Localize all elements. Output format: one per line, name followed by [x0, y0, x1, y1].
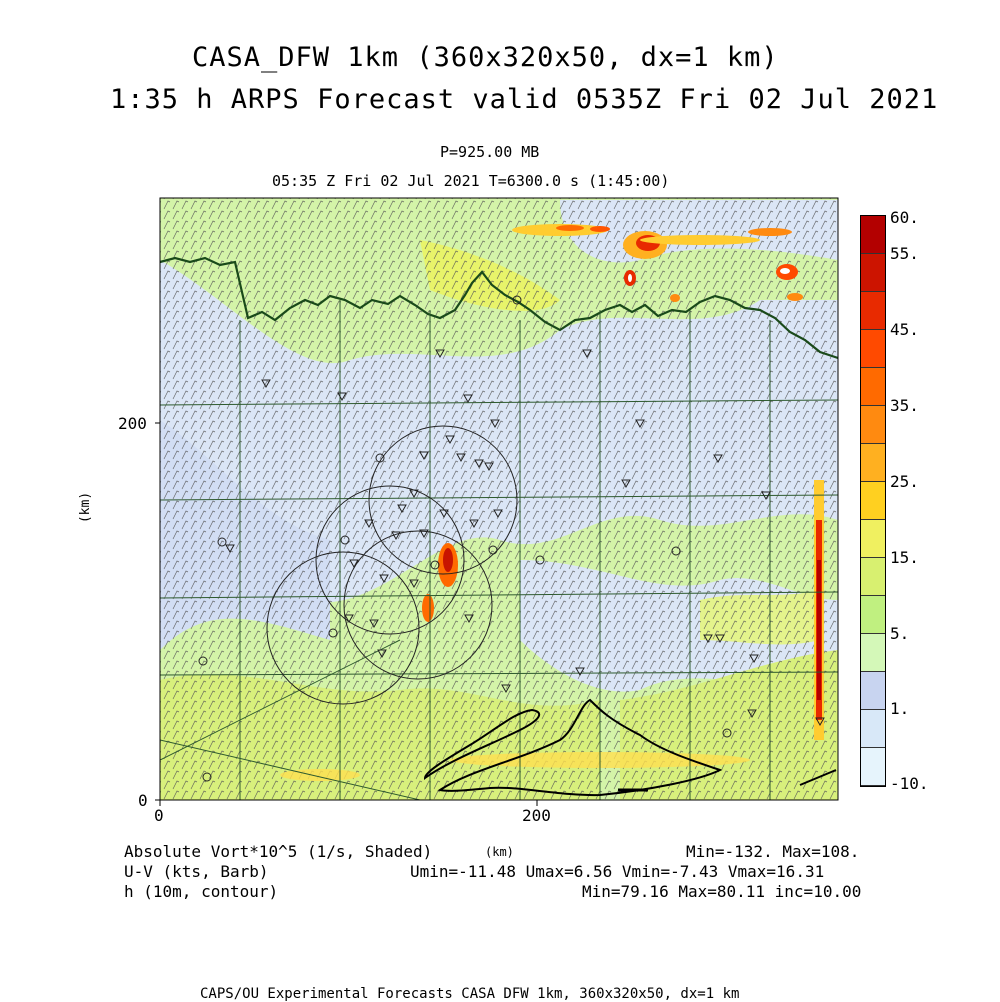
colorbar-cell	[861, 710, 885, 748]
legend-field2: U-V (kts, Barb)	[124, 862, 269, 881]
colorbar-cell	[861, 292, 885, 330]
colorbar-cell	[861, 330, 885, 368]
colorbar-cell	[861, 672, 885, 710]
colorbar-cell	[861, 520, 885, 558]
colorbar-cell	[861, 368, 885, 406]
x-tick-0: 0	[154, 806, 164, 825]
x-axis-label: (km)	[485, 845, 514, 859]
title-line1: CASA_DFW 1km (360x320x50, dx=1 km)	[192, 42, 779, 73]
colorbar-label-55: 55.	[890, 244, 919, 263]
footer-credit: CAPS/OU Experimental Forecasts CASA DFW 1km, 360x320x50, dx=1 km	[200, 986, 740, 1002]
colorbar-label-1: 1.	[890, 699, 910, 718]
x-tick-200: 200	[522, 806, 551, 825]
pressure-label: P=925.00 MB	[440, 143, 540, 161]
colorbar	[860, 215, 886, 787]
colorbar-cell	[861, 444, 885, 482]
colorbar-cell	[861, 216, 885, 254]
colorbar-label-35: 35.	[890, 396, 919, 415]
colorbar-label-45: 45.	[890, 320, 919, 339]
colorbar-label-15: 15.	[890, 548, 919, 567]
valid-time-label: 05:35 Z Fri 02 Jul 2021 T=6300.0 s (1:45:00)	[272, 172, 670, 190]
colorbar-cell	[861, 406, 885, 444]
colorbar-label-25: 25.	[890, 472, 919, 491]
y-tick-0: 0	[138, 791, 148, 810]
colorbar-cell	[861, 482, 885, 520]
colorbar-label-5: 5.	[890, 624, 910, 643]
colorbar-cell	[861, 634, 885, 672]
colorbar-label-60: 60.	[890, 208, 919, 227]
legend-field2-stats: Umin=-11.48 Umax=6.56 Vmin=-7.43 Vmax=16.31	[410, 862, 825, 881]
colorbar-cell	[861, 254, 885, 292]
colorbar-cell	[861, 596, 885, 634]
legend-field1: Absolute Vort*10^5 (1/s, Shaded)	[124, 842, 433, 861]
colorbar-cell	[861, 748, 885, 786]
y-axis-label: (km)	[78, 491, 94, 524]
legend-field3: h (10m, contour)	[124, 882, 279, 901]
colorbar-cell	[861, 558, 885, 596]
colorbar-label-neg10: -10.	[890, 774, 929, 793]
title-line2: 1:35 h ARPS Forecast valid 0535Z Fri 02 Jul 2021	[110, 84, 939, 115]
legend-field3-stats: Min=79.16 Max=80.11 inc=10.00	[582, 882, 862, 901]
legend-field1-stats: Min=-132. Max=108.	[686, 842, 860, 861]
y-tick-200: 200	[118, 414, 147, 433]
